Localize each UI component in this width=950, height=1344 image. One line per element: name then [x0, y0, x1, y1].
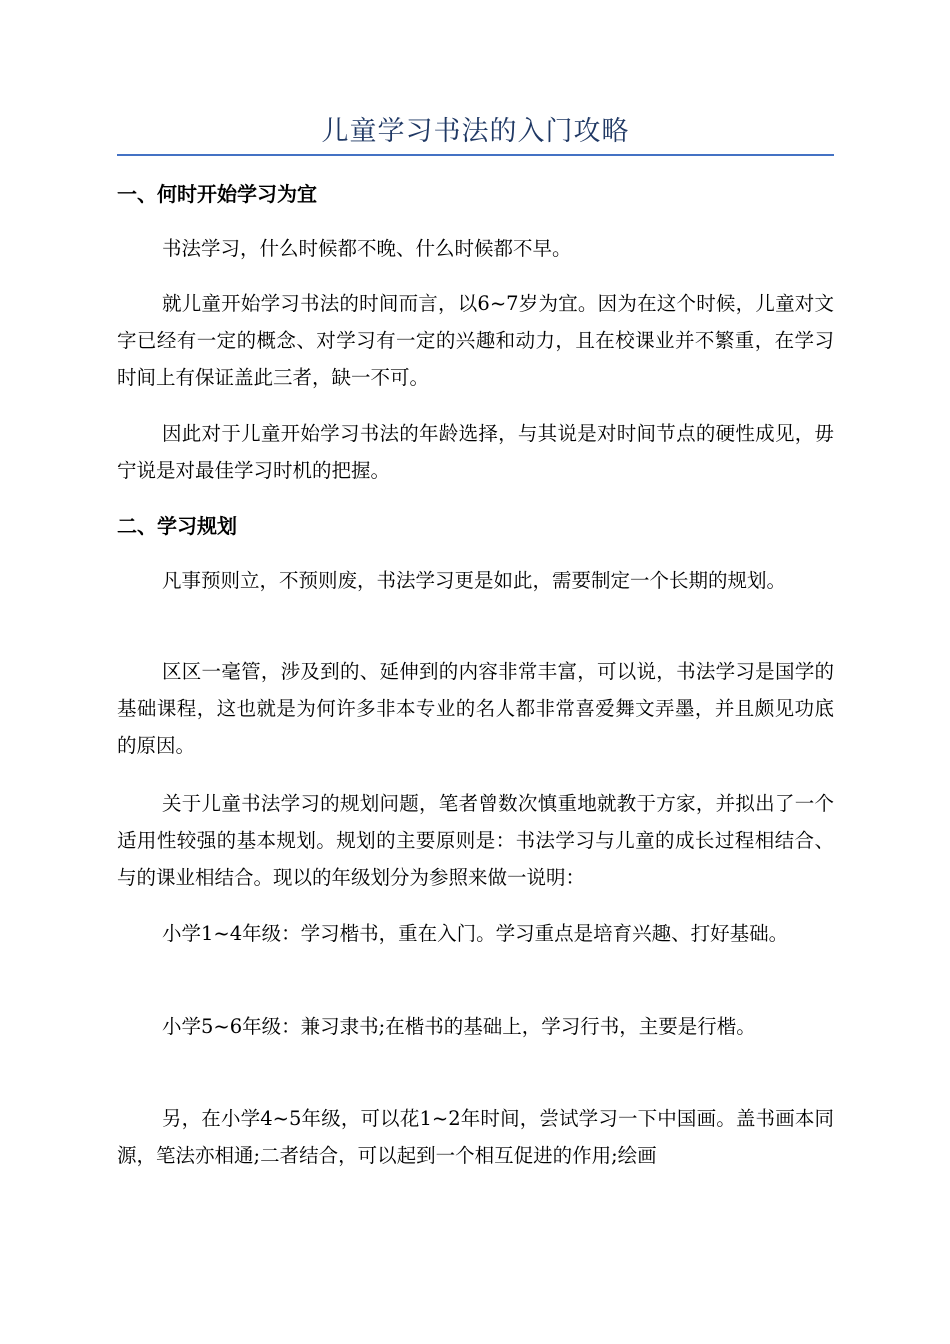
paragraph: 另，在小学4~5年级，可以花1~2年时间，尝试学习一下中国画。盖书画本同源，笔法亦相通;二者结合，可以起到一个相互促进的作用;绘画 [117, 1107, 834, 1167]
paragraph: 区区一毫管，涉及到的、延伸到的内容非常丰富，可以说，书法学习是国学的基础课程，这也就是为何许多非本专业的名人都非常喜爱舞文弄墨，并且颇见功底的原因。 [117, 660, 834, 757]
title-underline [117, 154, 834, 156]
section-heading-study-plan: 二、学习规划 [117, 514, 237, 538]
document-title: 儿童学习书法的入门攻略 [321, 116, 630, 147]
paragraph: 凡事预则立，不预则废，书法学习更是如此，需要制定一个长期的规划。 [162, 569, 787, 592]
paragraph: 就儿童开始学习书法的时间而言，以6~7岁为宜。因为在这个时候，儿童对文字已经有一定的概念、对学习有一定的兴趣和动力，且在校课业并不繁重，在学习时间上有保证盖此三者，缺一不可。 [117, 292, 834, 389]
paragraph: 因此对于儿童开始学习书法的年龄选择，与其说是对时间节点的硬性成见，毋宁说是对最佳学习时机的把握。 [117, 422, 834, 482]
section-heading-when-to-start: 一、何时开始学习为宜 [117, 182, 317, 206]
paragraph: 关于儿童书法学习的规划问题，笔者曾数次慎重地就教于方家，并拟出了一个适用性较强的基本规划。规划的主要原则是：书法学习与儿童的成长过程相结合、与的课业相结合。现以的年级划分为参照来做一说明： [117, 792, 834, 889]
paragraph: 书法学习，什么时候都不晚、什么时候都不早。 [162, 237, 572, 260]
paragraph: 小学1~4年级：学习楷书，重在入门。学习重点是培育兴趣、打好基础。 [162, 922, 789, 945]
paragraph: 小学5~6年级：兼习隶书;在楷书的基础上，学习行书，主要是行楷。 [162, 1015, 756, 1038]
